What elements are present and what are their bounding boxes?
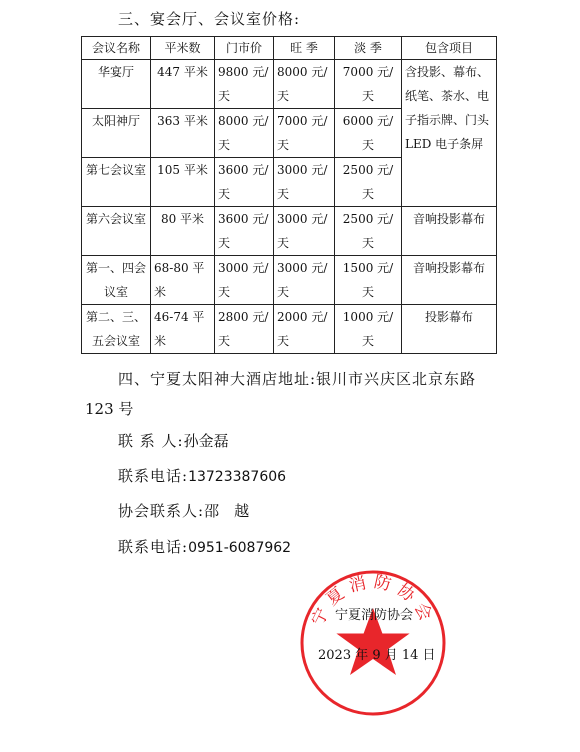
area-cell: 447 平米: [151, 60, 215, 109]
price-table: [81, 36, 497, 354]
room-name-cell: 第七会议室: [82, 158, 151, 207]
contact-person: [118, 430, 229, 452]
contact-label: 协会联系人:: [118, 502, 205, 520]
peak-price-cell: 3000 元/天: [274, 256, 335, 305]
table-row: [82, 60, 497, 109]
peak-price-cell: 3000 元/天: [274, 207, 335, 256]
peak-price-cell: 8000 元/天: [274, 60, 335, 109]
included-items-cell: 音响投影幕布: [402, 207, 497, 256]
table-row: [82, 256, 497, 305]
rack-price-cell: 9800 元/天: [215, 60, 274, 109]
area-cell: 46-74 平米: [151, 305, 215, 354]
rack-price-cell: 3000 元/天: [215, 256, 274, 305]
area-cell: 68-80 平米: [151, 256, 215, 305]
room-name-cell: 华宴厅: [82, 60, 151, 109]
contact-value: 0951-6087962: [188, 540, 292, 556]
official-seal-stamp: [298, 568, 448, 718]
table-header-cell: 旺 季: [274, 37, 335, 60]
room-name-cell: 第二、三、五会议室: [82, 305, 151, 354]
rack-price-cell: 2800 元/天: [215, 305, 274, 354]
rack-price-cell: 8000 元/天: [215, 109, 274, 158]
section-title-prices: 三、宴会厅、会议室价格:: [118, 10, 301, 28]
off-price-cell: 7000 元/天: [335, 60, 402, 109]
table-row: [82, 305, 497, 354]
peak-price-cell: 7000 元/天: [274, 109, 335, 158]
table-header-cell: 门市价: [215, 37, 274, 60]
area-cell: 80 平米: [151, 207, 215, 256]
hotel-address-line-continued: 123 号: [85, 400, 134, 418]
room-name-cell: 第六会议室: [82, 207, 151, 256]
table-header-cell: 淡 季: [335, 37, 402, 60]
off-price-cell: 1500 元/天: [335, 256, 402, 305]
area-cell: 363 平米: [151, 109, 215, 158]
peak-price-cell: 2000 元/天: [274, 305, 335, 354]
contact-label: 联系电话:: [118, 538, 189, 556]
room-name-cell: 第一、四会议室: [82, 256, 151, 305]
table-header-cell: 会议名称: [82, 37, 151, 60]
off-price-cell: 6000 元/天: [335, 109, 402, 158]
peak-price-cell: 3000 元/天: [274, 158, 335, 207]
off-price-cell: 1000 元/天: [335, 305, 402, 354]
rack-price-cell: 3600 元/天: [215, 207, 274, 256]
seal-text: 宁夏消防协会: [307, 571, 439, 630]
table-row: [82, 207, 497, 256]
signature-date: 2023 年 9 月 14 日: [318, 648, 436, 663]
table-header-cell: 包含项目: [402, 37, 497, 60]
table-header-cell: 平米数: [151, 37, 215, 60]
area-cell: 105 平米: [151, 158, 215, 207]
contact-label: 联系电话:: [118, 467, 189, 485]
signature-organization: 宁夏消防协会: [335, 608, 414, 623]
association-contact-phone: [118, 536, 291, 559]
contact-value: 13723387606: [188, 469, 287, 485]
contact-phone: [118, 465, 286, 488]
association-contact-person: [118, 500, 249, 522]
included-items-cell: 投影幕布: [402, 305, 497, 354]
hotel-address-line: 四、宁夏太阳神大酒店地址:银川市兴庆区北京东路: [118, 370, 477, 388]
table-header-row: [82, 37, 497, 60]
contact-value: 孙金磊: [183, 432, 229, 450]
rack-price-cell: 3600 元/天: [215, 158, 274, 207]
off-price-cell: 2500 元/天: [335, 158, 402, 207]
contact-label: 联 系 人:: [118, 432, 184, 450]
off-price-cell: 2500 元/天: [335, 207, 402, 256]
included-items-cell: 含投影、幕布、纸笔、茶水、电子指示牌、门头 LED 电子条屏: [402, 60, 497, 207]
room-name-cell: 太阳神厅: [82, 109, 151, 158]
included-items-cell: 音响投影幕布: [402, 256, 497, 305]
contact-value: 邵 越: [204, 502, 250, 520]
